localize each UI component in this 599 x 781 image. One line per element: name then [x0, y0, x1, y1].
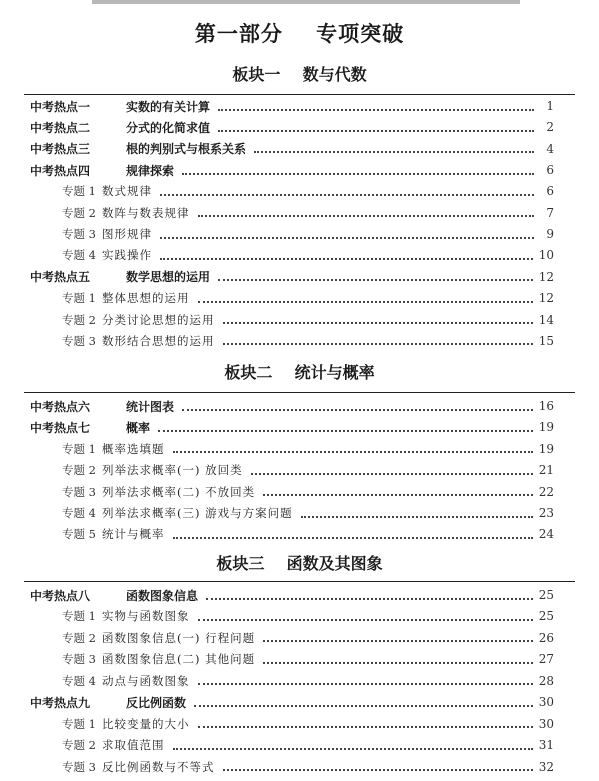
page-number: 27 [538, 652, 554, 667]
page-number: 7 [546, 205, 554, 220]
entry-label: 专题 4 [62, 506, 96, 520]
entry-title: 比较变量的大小 [102, 716, 190, 731]
dot-leader [173, 536, 533, 539]
toc-subentry[interactable] [62, 671, 554, 691]
entry-title: 数形结合思想的运用 [102, 333, 215, 348]
entry-title: 实物与函数图象 [102, 609, 190, 624]
page-number: 6 [546, 184, 554, 199]
toc-subentry[interactable] [62, 482, 554, 502]
dot-leader [263, 639, 533, 642]
toc-entry[interactable] [30, 117, 554, 137]
page-number: 2 [546, 120, 554, 135]
entry-label: 专题 3 [62, 333, 96, 348]
toc-subentry[interactable] [62, 203, 554, 223]
page-number: 24 [538, 527, 554, 542]
entry-label: 中考热点四 [30, 163, 91, 178]
entry-title: 数式规律 [102, 184, 152, 199]
entry-title: 统计与概率 [102, 527, 165, 542]
entry-label: 专题 2 [62, 630, 96, 645]
dot-leader [182, 408, 533, 411]
page-number: 12 [538, 269, 554, 284]
section-title: 板块一 数与代数 [232, 65, 367, 84]
entry-label: 专题 1 [62, 441, 96, 456]
entry-title: 分式的化简求值 [126, 120, 211, 135]
entry-label: 中考热点三 [30, 142, 91, 157]
dot-leader [223, 321, 533, 324]
toc-subentry[interactable] [62, 181, 554, 201]
entry-title: 分类讨论思想的运用 [102, 312, 215, 327]
toc-subentry[interactable] [62, 628, 554, 648]
page-number: 30 [538, 695, 554, 710]
dot-leader [223, 342, 533, 345]
entry-label: 专题 2 [62, 463, 96, 478]
entry-title: 求取值范围 [102, 738, 165, 753]
page-number: 16 [538, 399, 554, 413]
toc-subentry[interactable] [62, 245, 554, 265]
entry-label: 专题 3 [62, 652, 96, 667]
page-number: 22 [538, 484, 554, 499]
dot-leader [173, 450, 533, 453]
entry-label: 专题 1 [62, 184, 96, 199]
entry-label: 专题 1 [62, 716, 96, 731]
entry-label: 中考热点八 [30, 588, 91, 603]
page-number: 4 [546, 141, 554, 156]
entry-title: 概率选填题 [102, 441, 165, 456]
entry-title: 反比例函数 [126, 695, 187, 710]
toc-subentry[interactable] [62, 606, 554, 626]
dot-leader [158, 429, 533, 432]
dot-leader [218, 129, 534, 132]
entry-label: 专题 5 [62, 527, 96, 542]
page-number: 1 [546, 99, 554, 113]
dot-leader [198, 300, 533, 303]
entry-title: 实数的有关计算 [126, 99, 211, 114]
dot-leader [263, 493, 533, 496]
toc-entry[interactable] [30, 267, 554, 287]
section-title: 板块二 统计与概率 [224, 363, 375, 382]
toc-subentry[interactable] [62, 224, 554, 244]
toc-entry[interactable] [30, 692, 554, 712]
dot-leader [182, 172, 534, 175]
entry-title: 数学思想的运用 [126, 270, 211, 285]
toc-entry[interactable] [30, 96, 554, 116]
dot-leader [198, 618, 533, 621]
page-number: 30 [538, 716, 554, 731]
section-title: 板块三 函数及其图象 [216, 554, 383, 573]
toc-subentry[interactable] [62, 649, 554, 669]
entry-title: 列举法求概率(一) 放回类 [102, 463, 243, 478]
page-number: 14 [538, 312, 554, 327]
entry-label: 中考热点九 [30, 695, 91, 710]
page-number: 12 [538, 291, 554, 306]
toc-entry[interactable] [30, 139, 554, 159]
toc-subentry[interactable] [62, 439, 554, 459]
entry-label: 专题 1 [62, 609, 96, 624]
entry-title: 函数图象信息(二) 其他问题 [102, 652, 256, 667]
entry-title: 根的判别式与根系关系 [126, 142, 247, 157]
page-number: 6 [546, 163, 554, 178]
entry-title: 统计图表 [126, 399, 175, 414]
entry-title: 数阵与数表规律 [102, 205, 190, 220]
page-number: 31 [538, 738, 554, 753]
page-top-bar [92, 0, 520, 4]
page-number: 26 [538, 630, 554, 645]
section-divider [24, 94, 575, 95]
dot-leader [218, 108, 534, 111]
entry-label: 中考热点六 [30, 399, 91, 414]
page-number: 10 [538, 248, 554, 263]
toc-subentry[interactable] [62, 288, 554, 308]
page-number: 15 [538, 333, 554, 348]
entry-title: 反比例函数与不等式 [102, 759, 215, 774]
dot-leader [198, 725, 533, 728]
entry-label: 专题 3 [62, 759, 96, 774]
entry-label: 专题 4 [62, 673, 96, 688]
entry-title: 概率 [126, 420, 151, 435]
dot-leader [263, 661, 533, 664]
entry-label: 中考热点一 [30, 99, 91, 114]
entry-title: 列举法求概率(三) 游戏与方案问题 [102, 506, 293, 520]
section-divider [24, 392, 575, 393]
toc-subentry[interactable] [62, 503, 554, 523]
entry-label: 中考热点五 [30, 270, 91, 285]
entry-label: 专题 4 [62, 248, 96, 263]
entry-label: 专题 2 [62, 738, 96, 753]
toc-subentry[interactable] [62, 524, 554, 544]
dot-leader [254, 150, 534, 153]
part-title: 第一部分 专项突破 [194, 22, 405, 46]
dot-leader [198, 214, 535, 217]
toc-subentry[interactable] [62, 757, 554, 777]
toc-entry[interactable] [30, 585, 554, 605]
entry-title: 整体思想的运用 [102, 291, 190, 306]
entry-label: 专题 2 [62, 312, 96, 327]
toc-entry[interactable] [30, 160, 554, 180]
page-number: 32 [538, 759, 554, 774]
page-number: 25 [538, 588, 554, 602]
toc-subentry[interactable] [62, 460, 554, 480]
entry-title: 函数图象信息(一) 行程问题 [102, 630, 256, 645]
dot-leader [251, 472, 533, 475]
section-divider [24, 581, 575, 582]
entry-title: 实践操作 [102, 248, 152, 263]
dot-leader [301, 515, 533, 518]
entry-title: 函数图象信息 [126, 588, 199, 603]
entry-title: 规律探索 [126, 163, 175, 178]
dot-leader [198, 682, 533, 685]
toc-subentry[interactable] [62, 310, 554, 330]
dot-leader [160, 193, 534, 196]
entry-label: 中考热点二 [30, 120, 91, 135]
entry-label: 专题 3 [62, 484, 96, 499]
dot-leader [160, 257, 533, 260]
page-number: 25 [538, 609, 554, 624]
page-number: 19 [538, 420, 554, 435]
entry-label: 专题 1 [62, 291, 96, 306]
toc-subentry[interactable] [62, 735, 554, 755]
page-number: 19 [538, 441, 554, 456]
entry-title: 图形规律 [102, 227, 152, 242]
entry-title: 列举法求概率(二) 不放回类 [102, 484, 256, 499]
dot-leader [160, 236, 534, 239]
dot-leader [218, 278, 533, 281]
dot-leader [173, 747, 533, 750]
dot-leader [223, 768, 533, 771]
entry-title: 动点与函数图象 [102, 673, 190, 688]
page-number: 28 [538, 673, 554, 688]
toc-subentry[interactable] [62, 331, 554, 351]
page-number: 21 [538, 463, 554, 478]
dot-leader [194, 704, 533, 707]
entry-label: 专题 3 [62, 227, 96, 242]
dot-leader [206, 597, 533, 600]
page-number: 9 [546, 227, 554, 242]
toc-entry[interactable] [30, 417, 554, 437]
page-number: 23 [538, 506, 554, 520]
toc-entry[interactable] [30, 396, 554, 416]
entry-label: 中考热点七 [30, 420, 91, 435]
toc-subentry[interactable] [62, 714, 554, 734]
entry-label: 专题 2 [62, 205, 96, 220]
